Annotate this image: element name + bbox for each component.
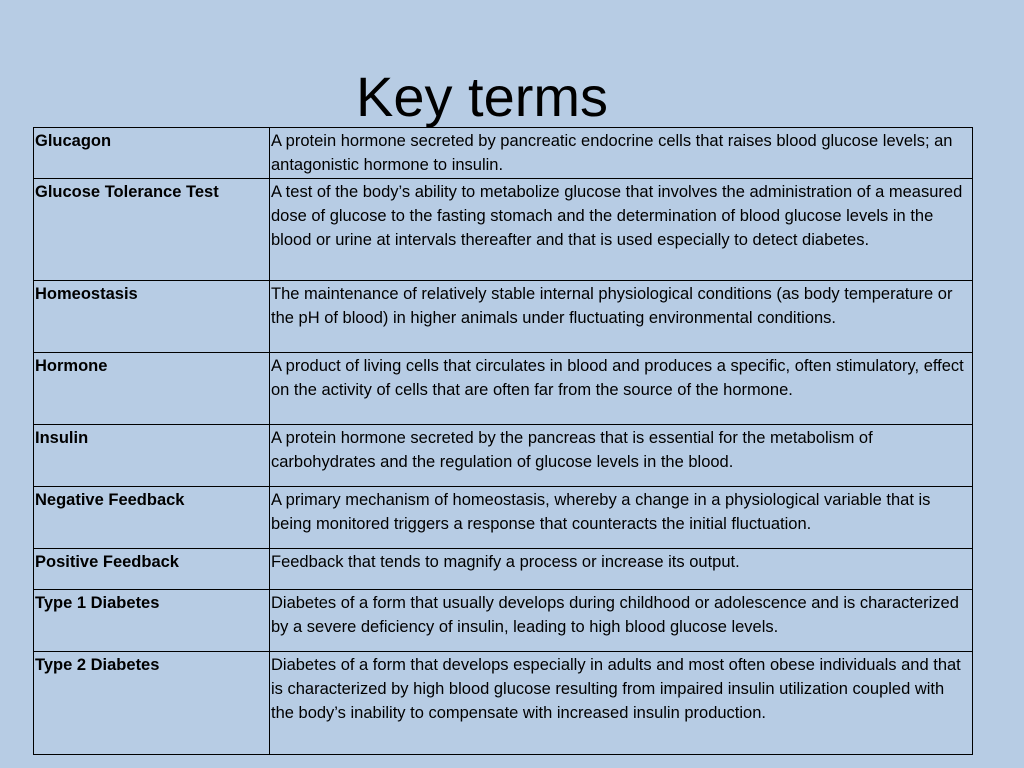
definition-cell: Feedback that tends to magnify a process or increase its output.: [270, 549, 973, 590]
table-row: [34, 549, 973, 590]
definition-cell: A protein hormone secreted by the pancreas that is essential for the metabolism of carbohydrates and the regulation of glucose levels in the blood.: [270, 425, 973, 487]
definition-cell: A protein hormone secreted by pancreatic endocrine cells that raises blood glucose levels; an antagonistic hormone to insulin.: [270, 128, 973, 179]
table-row: [34, 590, 973, 652]
term-cell: Homeostasis: [34, 281, 270, 353]
definition-cell: Diabetes of a form that usually develops during childhood or adolescence and is characterized by a severe deficiency of insulin, leading to high blood glucose levels.: [270, 590, 973, 652]
definition-cell: A product of living cells that circulates in blood and produces a specific, often stimulatory, effect on the activity of cells that are often far from the source of the hormone.: [270, 353, 973, 425]
term-cell: Type 1 Diabetes: [34, 590, 270, 652]
table-row: [34, 487, 973, 549]
term-cell: Positive Feedback: [34, 549, 270, 590]
term-cell: Type 2 Diabetes: [34, 652, 270, 755]
table-row: [34, 353, 973, 425]
term-cell: Insulin: [34, 425, 270, 487]
key-terms-table: [33, 127, 973, 755]
term-cell: Glucose Tolerance Test: [34, 179, 270, 281]
definition-cell: Diabetes of a form that develops especially in adults and most often obese individuals and that is characterized by high blood glucose resulting from impaired insulin utilization coupled with the body’s inability to compensate with increased insulin production.: [270, 652, 973, 755]
term-cell: Glucagon: [34, 128, 270, 179]
table-row: [34, 652, 973, 755]
table-row: [34, 128, 973, 179]
table-row: [34, 281, 973, 353]
term-cell: Hormone: [34, 353, 270, 425]
definition-cell: A test of the body’s ability to metabolize glucose that involves the administration of a measured dose of glucose to the fasting stomach and the determination of blood glucose levels in the blood or urine at intervals thereafter and that is used especially to detect diabetes.: [270, 179, 973, 281]
definition-cell: The maintenance of relatively stable internal physiological conditions (as body temperature or the pH of blood) in higher animals under fluctuating environmental conditions.: [270, 281, 973, 353]
term-cell: Negative Feedback: [34, 487, 270, 549]
table-row: [34, 179, 973, 281]
table-row: [34, 425, 973, 487]
page-title: Key terms: [356, 65, 609, 128]
definition-cell: A primary mechanism of homeostasis, whereby a change in a physiological variable that is being monitored triggers a response that counteracts the initial fluctuation.: [270, 487, 973, 549]
